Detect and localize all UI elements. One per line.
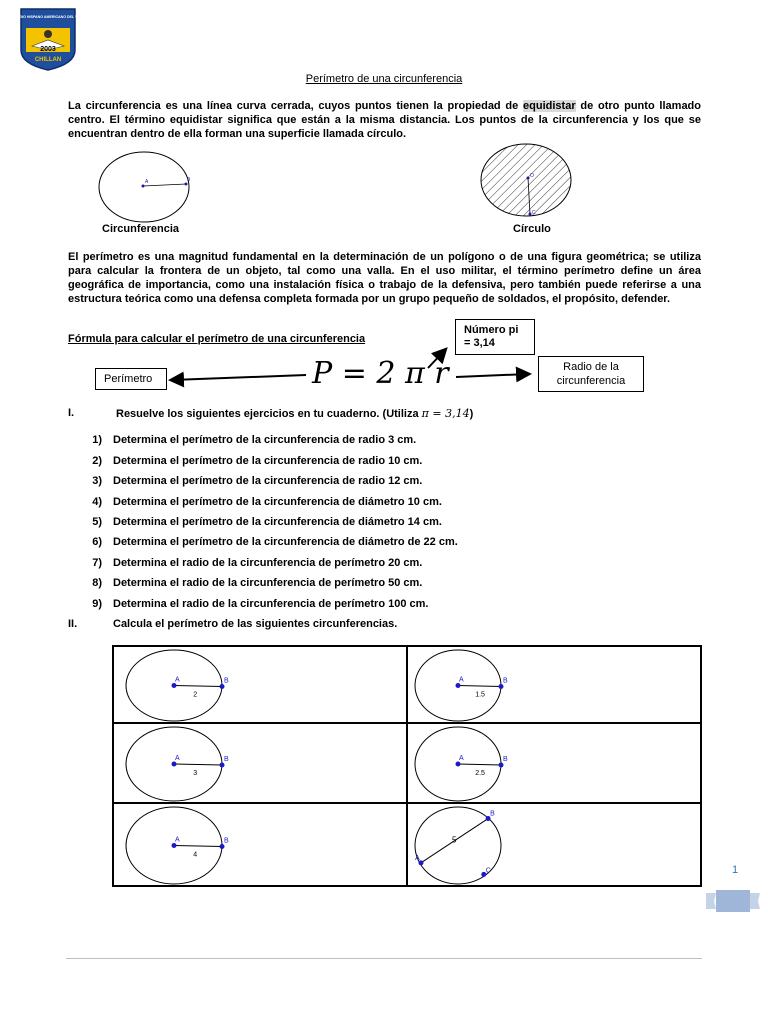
segment-value: 2 (193, 691, 198, 699)
circle-cell (113, 803, 407, 886)
intro-after: de otro punto llamado centro. El término equidistar significa que están a la misma distancia. Los puntos de la circunferencia y los que se encuentran dentro de ella forman una superficie llamada círculo. (68, 100, 701, 140)
label-b: B (503, 756, 508, 763)
logo-city: CHILLAN (34, 57, 62, 63)
exercise-number: 8) (92, 577, 102, 589)
radius-segment (458, 686, 501, 687)
section2-roman: II. (68, 618, 78, 630)
point-a (172, 843, 177, 848)
label-b: B (503, 677, 508, 685)
label-b: B (490, 810, 495, 818)
circle-cell (113, 646, 407, 723)
label-b: B (224, 837, 229, 845)
exercise-text: Determina el perímetro de la circunferencia de diámetro 10 cm. (113, 496, 442, 508)
label-a: A (415, 854, 420, 862)
exercise-number: 2) (92, 455, 102, 467)
exercise-number: 9) (92, 598, 102, 610)
page-title: Perímetro de una circunferencia (305, 73, 463, 85)
point-b (220, 684, 225, 689)
circle-cell (407, 646, 701, 723)
exercise-text: Determina el perímetro de la circunferencia de radio 3 cm. (113, 434, 417, 446)
segment-value: 5 (452, 835, 457, 845)
label-o: O (530, 173, 534, 179)
label-b: B (187, 177, 191, 183)
page-ribbon-icon (706, 890, 760, 912)
logo-year: 2003 (40, 46, 56, 53)
exercise-text: Determina el perímetro de la circunferencia de radio 10 cm. (113, 455, 423, 467)
exercise-text: Determina el perímetro de la circunferencia de radio 12 cm. (113, 475, 423, 487)
label-a: A (459, 676, 464, 684)
circunferencia-label: Circunferencia (102, 223, 180, 235)
label-a: A (175, 836, 180, 844)
exercise-number: 6) (92, 536, 102, 548)
logo-text: COLEGIO HISPANO AMERICANO DEL VALLE (9, 15, 87, 19)
radius-segment (174, 686, 222, 687)
label-a: A (145, 179, 149, 185)
exercise-number: 4) (92, 496, 102, 508)
point-b (220, 763, 225, 768)
circle-figure (408, 724, 702, 804)
point-a (456, 762, 461, 767)
formula: P = 2 π r (312, 356, 449, 391)
radius-segment (174, 846, 222, 847)
circulo-label: Círculo (513, 223, 551, 235)
section1-instruction-math: π = 3,14 (421, 407, 470, 420)
point-b (499, 763, 504, 768)
formula-title: Fórmula para calcular el perímetro de una circunferencia (68, 333, 366, 345)
label-a: A (175, 755, 180, 762)
radio-box: Radio de la circunferencia (538, 356, 644, 392)
label-a: A (175, 676, 180, 684)
point-b (499, 684, 504, 689)
exercise-number: 5) (92, 516, 102, 528)
circle-figure (408, 804, 702, 887)
circle-figure (114, 647, 408, 724)
point-b (220, 844, 225, 849)
page-number: 1 (732, 864, 739, 876)
segment-value: 2.5 (475, 770, 485, 777)
label-c: C (532, 210, 536, 216)
segment-value: 4 (193, 851, 198, 859)
section1-instruction-end: ) (469, 408, 474, 420)
label-b: B (224, 677, 229, 685)
section1-instruction (116, 407, 473, 420)
perimeter-paragraph: El perímetro es una magnitud fundamental en la determinación de un polígono o de una figura geométrica; se utiliza para calcular la frontera de un objeto, tal como una valla. En el uso militar, el término perímetro define un área geográfica de importancia, como una instalación física o trabajo de la defensiva, pero también puede referirse a una estructura teórica como una defensa completa formada por un grupo pequeño de soldados, el propósito, defender. (68, 251, 701, 305)
circle-cell (113, 723, 407, 803)
circle-cell (407, 803, 701, 886)
section1-instruction-text: Resuelve los siguientes ejercicios en tu cuaderno. (Utiliza (116, 408, 422, 420)
footer-divider (66, 958, 702, 959)
exercise-text: Determina el perímetro de la circunferencia de diámetro de 22 cm. (113, 536, 458, 548)
section1-roman: I. (68, 407, 75, 419)
point-a (172, 762, 177, 767)
segment-value: 3 (193, 770, 198, 777)
exercise-number: 7) (92, 557, 102, 569)
exercise-text: Determina el perímetro de la circunferencia de diámetro 14 cm. (113, 516, 442, 528)
circles-table (112, 645, 702, 887)
exercise-text: Determina el radio de la circunferencia de perímetro 50 cm. (113, 577, 423, 589)
label-b: B (224, 756, 229, 763)
intro-before: La circunferencia es una línea curva cerrada, cuyos puntos tienen la propiedad de (68, 100, 524, 112)
radius-segment (174, 764, 222, 765)
circle-cell (407, 723, 701, 803)
section2-instruction: Calcula el perímetro de las siguientes circunferencias. (113, 618, 398, 630)
exercise-number: 1) (92, 434, 102, 446)
radius-segment (458, 764, 501, 765)
formula-arrows (0, 0, 768, 420)
label-c: C (485, 867, 491, 875)
circle-figure (114, 804, 408, 887)
intro-highlight: equidistar (523, 100, 576, 112)
perimetro-box: Perímetro (95, 368, 167, 390)
circle-figure (408, 647, 702, 724)
segment-value: 1.5 (475, 691, 485, 699)
point-a (456, 683, 461, 688)
circle-figure (114, 724, 408, 804)
exercise-text: Determina el radio de la circunferencia de perímetro 100 cm. (113, 598, 429, 610)
exercise-number: 3) (92, 475, 102, 487)
pi-box: Número pi = 3,14 (455, 319, 535, 355)
point-a (172, 683, 177, 688)
exercise-text: Determina el radio de la circunferencia de perímetro 20 cm. (113, 557, 423, 569)
label-a: A (459, 755, 464, 762)
